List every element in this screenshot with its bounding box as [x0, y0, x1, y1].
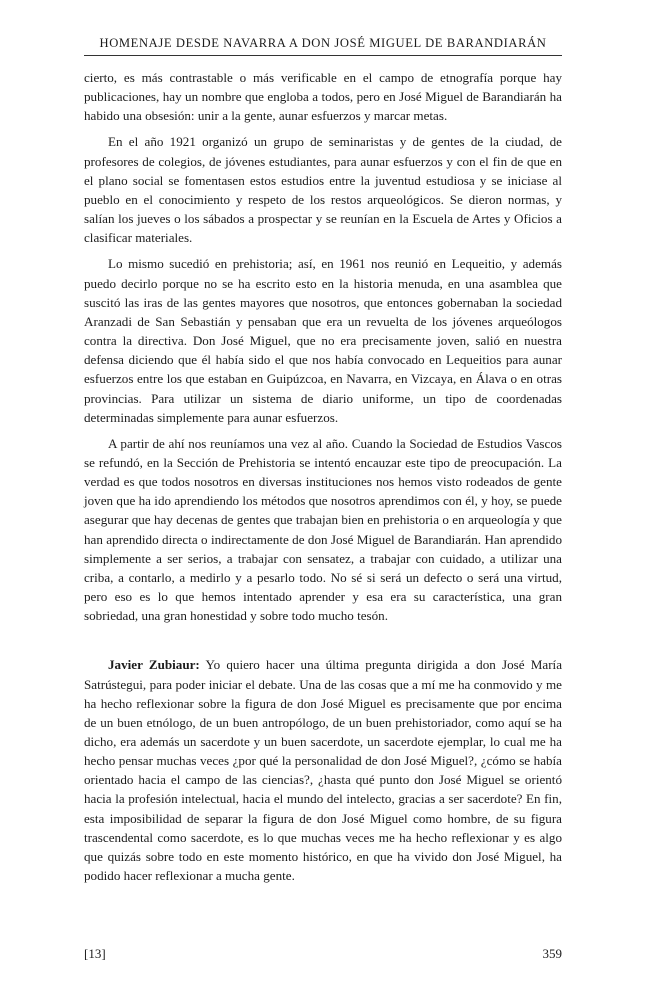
- interview-question: Yo quiero hacer una última pregunta dirigida a don José María Satrústegui, para poder iniciar el debate. Una de las cosas que a mí me ha conmovido y me ha hecho reflexionar sobre la figura de don José Miguel es precisamente que por encima de un buen etnólogo, de un buen antropólogo, de un buen prehistoriador, como aquí se ha dicho, era además un sacerdote y un buen sacerdote, un sacerdote ejemplar, lo cual me ha hecho pensar muchas veces ¿por qué la personalidad de don José Miguel?, ¿cómo se había orientado hacia el campo de las ciencias?, ¿hasta qué punto don José Miguel se orientó hacia la profesión intelectual, hacia el mundo del intelecto, gracias a ser sacerdote? En fin, esta imposibilidad de separar la figura de don José Miguel como hombre, de su figura trascendental como sacerdote, es lo que muchas veces me ha hecho reflexionar y es algo que quizás sobre todo en este momento histórico, en que ha vivido don José Miguel, ha podido hacer reflexionar a mucha gente.: [84, 657, 563, 884]
- header-rule: [84, 55, 562, 56]
- paragraph-4: A partir de ahí nos reuníamos una vez al año. Cuando la Sociedad de Estudios Vascos se refundó, en la Sección de Prehistoria se intentó encauzar este tipo de preocupación. La verdad es que todos nosotros en diversas instituciones nos hemos visto rodeados de gente joven que ha ido aprendiendo los métodos que nosotros aprendimos con él, y hoy, se puede asegurar que hay decenas de gentes que trabajan bien en prehistoria o en arqueología y que han aprendido directa o indirectamente de don José Miguel de Barandiarán. Han aprendido simplemente a ser serios, a trabajar con sensatez, a trabajar con cuidado, a utilizar una criba, a contarlo, a medirlo y a pesarlo todo. No sé si será un defecto o será una virtud, pero eso es lo que hemos intentado aprender y esa era su característica, una gran sobriedad, una gran honestidad y sobre todo mucho tesón.: [84, 435, 562, 624]
- section-number: [13]: [84, 946, 106, 961]
- paragraph-2: En el año 1921 organizó un grupo de seminaristas y de gentes de la ciudad, de profesores de colegios, de jóvenes estudiantes, para aunar esfuerzos y con el fin de que en el plano social se fomentasen estos estudios entre la juventud estudiosa y se iniciase al pueblo en el conocimiento y respeto de los restos arqueológicos. Se dieron normas, y salían los jueves o los sábados a prospectar y se reunían en la Escuela de Artes y Oficios a clasificar materiales.: [84, 134, 562, 246]
- interview-paragraph: [84, 655, 562, 885]
- paragraph-1: cierto, es más contrastable o más verificable en el campo de etnografía porque hay publicaciones, hay un nombre que engloba a todos, pero en José Miguel de Barandiarán ha habido una obsesión: unir a la gente, aunar esfuerzos y marcar metas.: [84, 70, 562, 124]
- paragraph-3: Lo mismo sucedió en prehistoria; así, en 1961 nos reunió en Lequeitio, y además puedo decirlo porque no se ha escrito esto en la historia menuda, en una asamblea que suscitó las iras de las gentes mayores que nosotros, que entonces gobernaban la sociedad Aranzadi de San Sebastián y pensaban que era un revuelta de los jóvenes arqueólogos contra la directiva. Don José Miguel, que no era precisamente joven, salió en nuestra defensa diciendo que él había sido el que nos había convocado en Lequeitios para aunar esfuerzos entre los que estaban en Guipúzcoa, en Navarra, en Vizcaya, en Álava o en otras provincias. Para utilizar un sistema de diario uniforme, un tipo de coordenadas determinadas simplemente para aunar esfuerzos.: [84, 256, 562, 425]
- speaker-name: Javier Zubiaur:: [108, 657, 200, 673]
- running-head: HOMENAJE DESDE NAVARRA A DON JOSÉ MIGUEL DE BARANDIARÁN: [99, 36, 547, 50]
- page-number: 359: [542, 946, 562, 961]
- body-text: [84, 68, 562, 892]
